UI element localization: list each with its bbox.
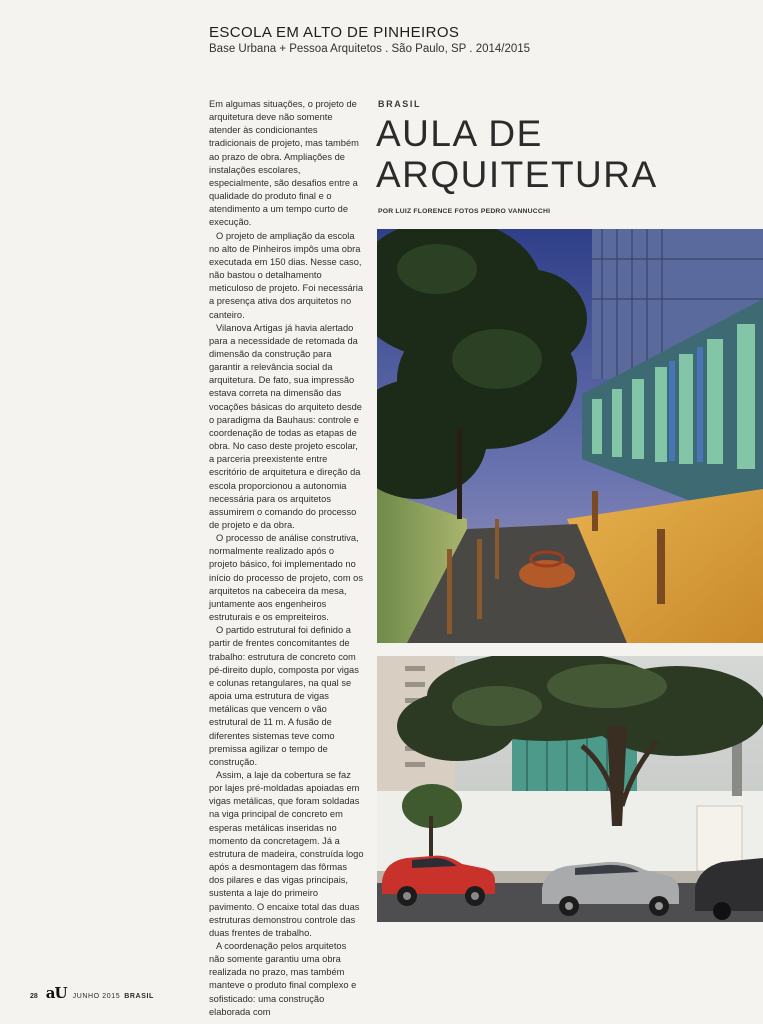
paragraph: O partido estrutural foi definido a partir de frentes concomitantes de trabalho: estrutura de concreto com pé-direito duplo, composta por vigas e colunas retangulares, na qual se apoia uma estrutura de vigas metálicas que vencem o vão estrutural de 11 m. A fusão de diferentes sistemas teve como premissa agilizar o tempo de construção.: [209, 625, 359, 767]
courtyard-illustration: [377, 229, 763, 643]
paragraph: Assim, a laje da cobertura se faz por lajes pré-moldadas apoiadas em vigas metálicas, que foram soldadas na viga principal de concreto em esperas metálicas inseridas no momento da concretagem. Já a estrutura de madeira, construída logo após a desmontagem das fôrmas dos pilares e das vigas principais, sustenta a laje do primeiro pavimento. O encaixe total das duas estruturas demonstrou controle das duas frentes de trabalho.: [209, 769, 364, 938]
issue-date: JUNHO 2015: [72, 993, 121, 1000]
article-title-line1: AULA DE: [376, 113, 543, 154]
photo-credits: POR LUIZ FLORENCE FOTOS PEDRO VANNUCCHI: [378, 208, 551, 215]
article-body: [209, 98, 364, 1019]
paragraph: O projeto de ampliação da escola no alto de Pinheiros impôs uma obra executada em 150 dias. Nesse caso, não bastou o detalhamento meticuloso de projeto. Foi necessária a presença ativa dos arquitetos no canteiro.: [209, 230, 363, 320]
article-title-line2: ARQUITETURA: [376, 154, 658, 195]
article-title: [376, 113, 658, 195]
page-footer: [30, 984, 154, 1002]
page-number: 28: [30, 993, 38, 1000]
section-label: BRASIL: [378, 99, 422, 109]
paragraph: O processo de análise construtiva, normalmente realizado após o projeto básico, foi implementado no início do processo de projeto, com os arquitetos na cabeceira da mesa, juntamente aos engenheiros estruturais e os empreiteiros.: [209, 533, 363, 623]
paragraph: A coordenação pelos arquitetos não somente garantiu uma obra realizada no prazo, mas também manteve o produto final complexo e sofisticado: uma construção elaborada com: [209, 941, 357, 1017]
courtyard-photo: [377, 229, 763, 643]
magazine-logo: aU: [45, 984, 67, 1002]
street-illustration: [377, 656, 763, 922]
paragraph: Vilanova Artigas já havia alertado para a necessidade de retomada da dimensão da construção para garantir a relevância social da arquitetura. De fato, sua impressão estava correta na dimensão das vocações básicas do arquiteto desde o paradigma da Bauhaus: controle e coordenação de todas as etapas de obra. No caso deste projeto escolar, a parceria preexistente entre escritório de arquitetura e direção da escola proporcionou a autonomia necessária para os arquitetos assumirem o comando do processo de projeto e da obra.: [209, 322, 362, 530]
header-title: ESCOLA EM ALTO DE PINHEIROS: [209, 24, 460, 41]
header-subtitle: Base Urbana + Pessoa Arquitetos . São Paulo, SP . 2014/2015: [209, 43, 531, 55]
street-facade-photo: [377, 656, 763, 922]
paragraph: Em algumas situações, o projeto de arquitetura deve não somente atender às condicionantes tradicionais de projeto, mas também ao prazo de obra. Ampliações de instalações escolares, especialmente, são desafios entre a qualidade do produto final e o atendimento a um tempo curto de execução.: [209, 99, 359, 228]
footer-section: BRASIL: [124, 993, 154, 1000]
